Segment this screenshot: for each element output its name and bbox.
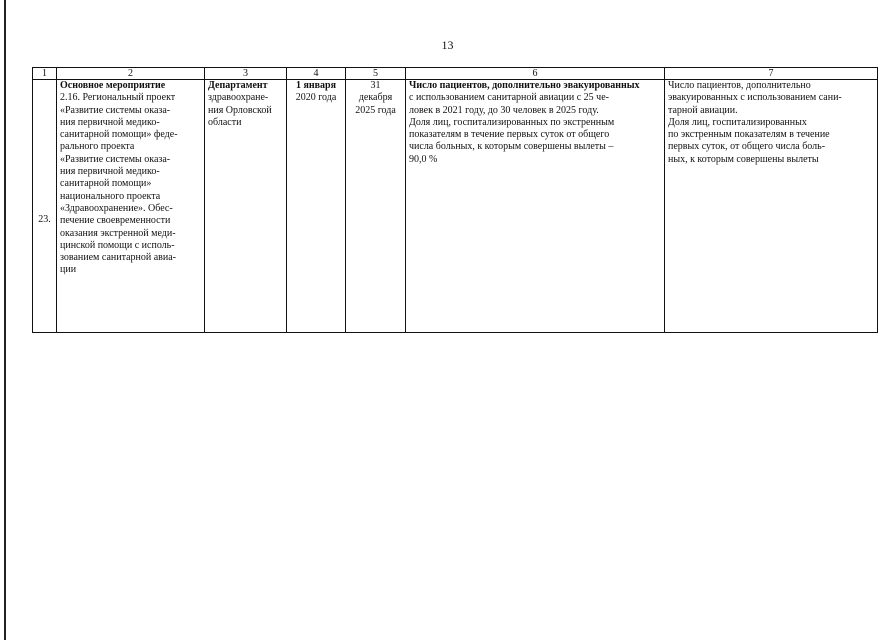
executor-title: Департамент <box>208 80 268 91</box>
start-date-cell <box>287 80 346 333</box>
event-cell <box>57 80 205 333</box>
result-cell <box>665 80 878 333</box>
table-row <box>33 80 878 333</box>
start-date-title: 1 января <box>295 80 337 91</box>
activity-table <box>32 67 878 333</box>
column-number-3: 3 <box>205 68 287 80</box>
result-text: Число пациентов, дополнительно эвакуированных с использованием сани- тарной авиации. Доля лиц, госпитализированных по экстренным показателям в течение первых суток, от общего числа боль- ных, к которым совершены вылеты <box>668 80 842 165</box>
executor-text: здравоохране- ния Орловской области <box>208 92 272 128</box>
column-number-5: 5 <box>346 68 406 80</box>
row-number-cell <box>33 80 57 333</box>
scan-edge-line <box>4 0 6 640</box>
column-number-4: 4 <box>287 68 346 80</box>
start-date-text: 2020 года <box>295 92 337 104</box>
column-number-6: 6 <box>406 68 665 80</box>
row-number: 23. <box>38 213 51 225</box>
column-number-2: 2 <box>57 68 205 80</box>
event-text: 2.16. Региональный проект «Развитие системы оказа- ния первичной медико- санитарной помощи» феде- рального проекта «Развитие системы оказа- ния первичной медико- санитарной помощи» национального проекта «Здравоохранение». Обес- печение своевременности оказания экстренной меди- цинской помощи с исполь- зованием санитарной авиа- ции <box>60 92 178 276</box>
column-number-1: 1 <box>33 68 57 80</box>
event-title: Основное мероприятие <box>60 80 166 91</box>
indicator-title: Число пациентов, дополнительно эвакуированных <box>409 80 640 91</box>
indicator-cell <box>406 80 665 333</box>
end-date-text: 31 декабря 2025 года <box>355 80 396 116</box>
page-number: 13 <box>441 38 454 52</box>
indicator-text: с использованием санитарной авиации с 25 че- ловек в 2021 году, до 30 человек в 2025 году. Доля лиц, госпитализированных по экстренным показателям в течение первых суток от общего числа больных, к которым совершены вылеты – 90,0 % <box>409 92 615 165</box>
executor-cell <box>205 80 287 333</box>
column-number-row <box>33 68 878 80</box>
end-date-cell <box>346 80 406 333</box>
column-number-7: 7 <box>665 68 878 80</box>
